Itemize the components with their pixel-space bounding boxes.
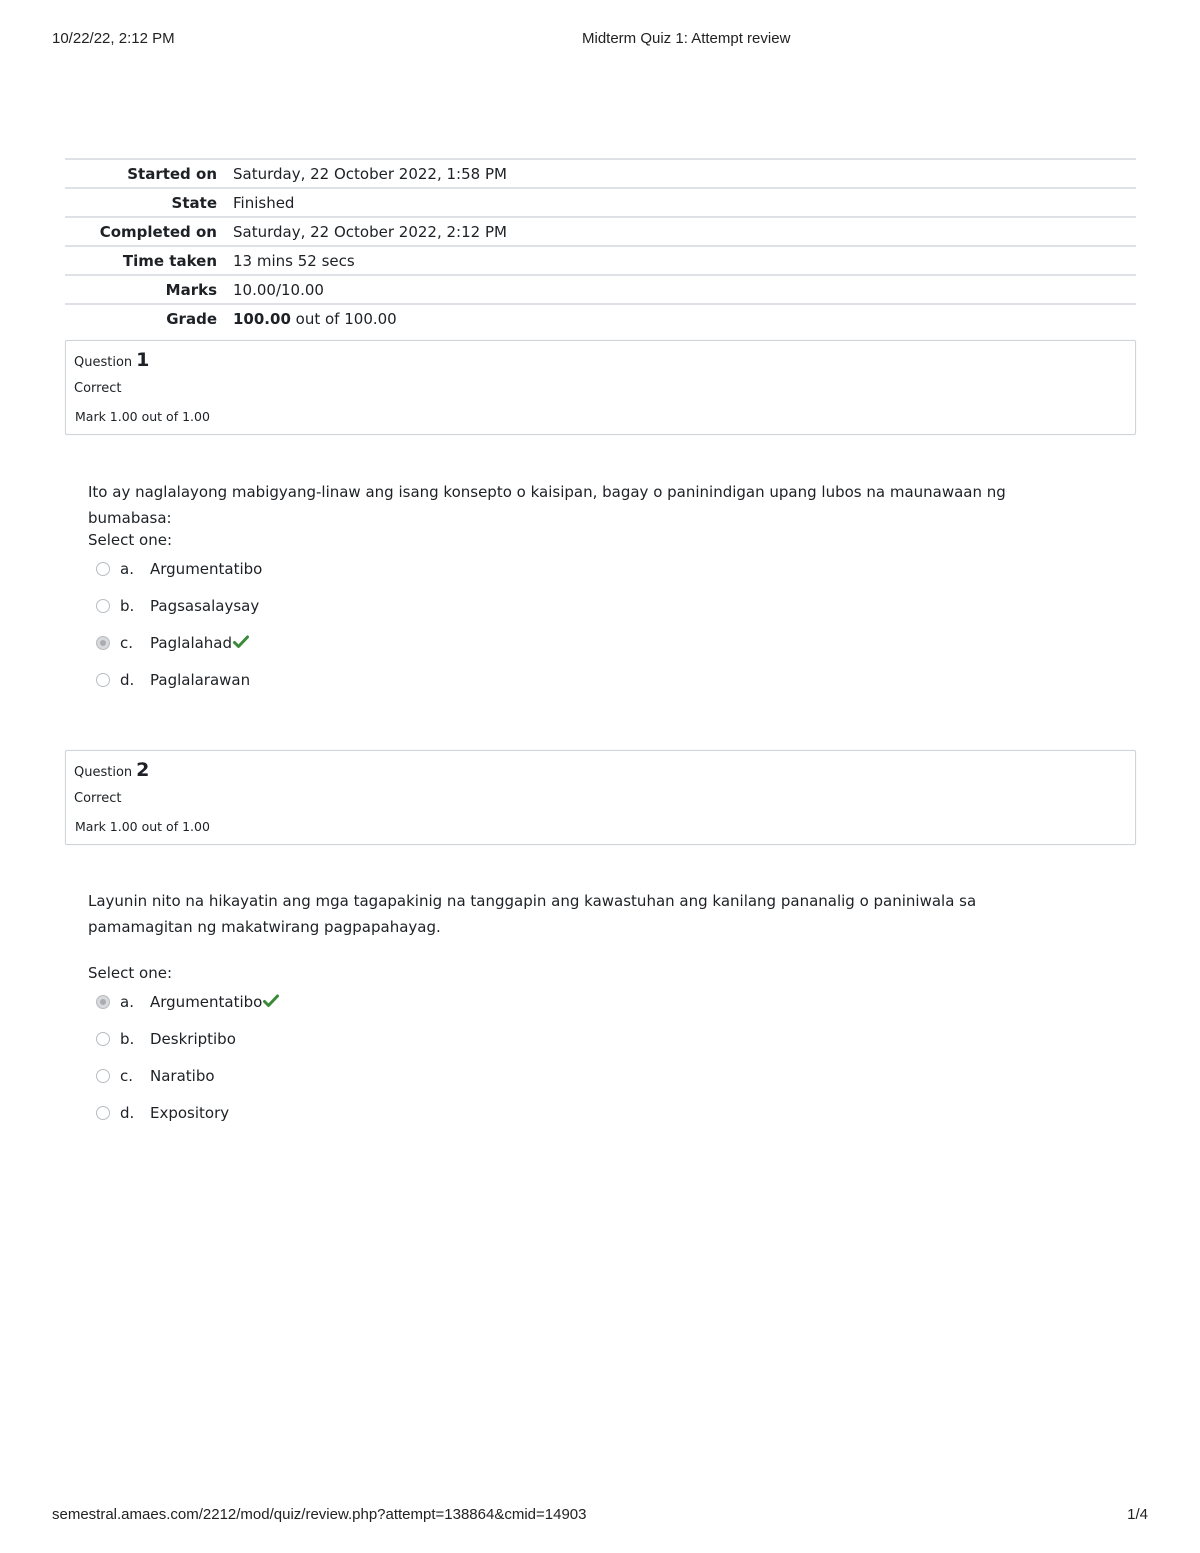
print-footer [52,1506,1148,1526]
answer-letter: a. [120,993,134,1011]
question-grade: Mark 1.00 out of 1.00 [75,409,210,424]
answer-letter: a. [120,560,134,578]
print-page-title: Midterm Quiz 1: Attempt review [582,30,791,47]
question-state: Correct [74,791,122,806]
question-state: Correct [74,381,122,396]
answer-label: Pagsasalaysay [150,597,260,615]
select-one-prompt: Select one: [88,531,173,549]
radio-button[interactable] [96,562,110,576]
print-datetime: 10/22/22, 2:12 PM [52,30,175,47]
summary-label: Time taken [122,252,217,270]
summary-row-started [65,159,1136,188]
question-number [74,759,149,781]
radio-button-checked[interactable] [96,995,110,1009]
summary-row-completed [65,217,1136,246]
question-text: Ito ay naglalayong mabigyang-linaw ang isang konsepto o kaisipan, bagay o paninindigan upang lubos na maunawaan ng bumabasa: [88,483,1006,527]
answer-label: Argumentatibo [150,993,263,1011]
radio-button[interactable] [96,673,110,687]
summary-label: Marks [165,281,217,299]
answer-label-wrap [150,634,249,652]
answer-letter: b. [120,1030,135,1048]
summary-row-time-taken [65,246,1136,275]
radio-button-checked[interactable] [96,636,110,650]
radio-button[interactable] [96,1069,110,1083]
summary-label: State [171,194,217,212]
check-icon [263,994,279,1008]
summary-row-state [65,188,1136,217]
question-number-value: 2 [136,759,150,781]
answer-letter: c. [120,634,134,652]
radio-button[interactable] [96,1106,110,1120]
summary-label: Grade [166,310,217,328]
answer-label: Expository [150,1104,230,1122]
print-url: semestral.amaes.com/2212/mod/quiz/review.php?attempt=138864&cmid=14903 [52,1506,587,1523]
question-number [74,349,149,371]
summary-value: Saturday, 22 October 2022, 1:58 PM [233,165,507,183]
answer-label: Deskriptibo [150,1030,236,1048]
summary-value: 13 mins 52 secs [233,252,355,270]
attempt-summary-table [65,158,1136,332]
question-info-box [65,750,1136,845]
answer-letter: c. [120,1067,134,1085]
radio-button[interactable] [96,599,110,613]
answer-letter: b. [120,597,135,615]
question-info-box [65,340,1136,435]
answer-letter: d. [120,671,135,689]
question-text: Layunin nito na hikayatin ang mga tagapakinig na tanggapin ang kawastuhan ang kanilang pananalig o paniniwala sa pamamagitan ng makatwirang pagpapahayag. [88,892,977,936]
summary-value [233,304,1136,332]
radio-button[interactable] [96,1032,110,1046]
summary-value: Finished [233,194,295,212]
answer-label: Argumentatibo [150,560,263,578]
summary-value: 10.00/10.00 [233,281,324,299]
summary-row-marks [65,275,1136,304]
answer-label: Paglalarawan [150,671,251,689]
check-icon [233,635,249,649]
question-number-value: 1 [136,349,150,371]
print-header [52,30,1148,50]
answer-label-wrap [150,993,279,1011]
summary-label: Completed on [99,223,217,241]
answer-label: Naratibo [150,1067,215,1085]
answer-label: Paglalahad [150,634,233,652]
answer-letter: d. [120,1104,135,1122]
print-page-number: 1/4 [1127,1506,1148,1523]
summary-row-grade [65,304,1136,332]
summary-label: Started on [127,165,217,183]
summary-value: Saturday, 22 October 2022, 2:12 PM [233,223,507,241]
grade-out-of: out of 100.00 [295,310,397,328]
question-label: Question [74,765,133,780]
select-one-prompt: Select one: [88,964,173,982]
question-grade: Mark 1.00 out of 1.00 [75,819,210,834]
grade-score: 100.00 [233,310,291,328]
question-label: Question [74,355,133,370]
